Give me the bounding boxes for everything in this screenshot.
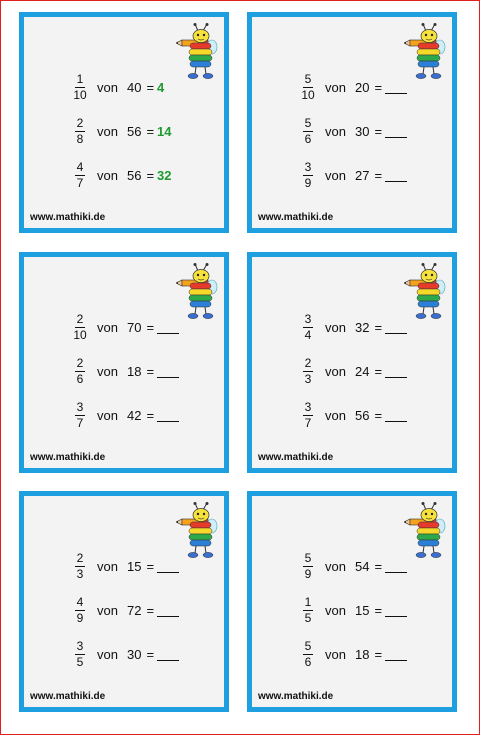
of-word: von [325, 79, 346, 95]
fraction [70, 117, 90, 146]
numerator: 2 [76, 115, 84, 130]
fraction-problem [70, 353, 179, 389]
of-word: von [97, 407, 118, 423]
numerator: 5 [304, 550, 312, 565]
equals-sign: = [146, 79, 155, 95]
task-card-4 [247, 252, 457, 473]
whole-number: 72 [126, 602, 142, 618]
whole-number: 30 [126, 646, 142, 662]
answer-blank[interactable] [385, 365, 407, 378]
numerator: 4 [76, 159, 84, 174]
fraction [298, 357, 318, 386]
answer-blank[interactable] [157, 365, 179, 378]
website-label: www.mathiki.de [258, 691, 334, 702]
of-word: von [325, 363, 346, 379]
fraction [298, 401, 318, 430]
of-word: von [325, 602, 346, 618]
website-label: www.mathiki.de [30, 212, 106, 223]
whole-number: 70 [126, 319, 142, 335]
fraction-problem [298, 397, 407, 433]
equals-sign: = [374, 167, 383, 183]
numerator: 3 [304, 159, 312, 174]
equals-sign: = [374, 646, 383, 662]
denominator: 6 [304, 654, 312, 669]
answer-value: 32 [157, 167, 172, 183]
equals-sign: = [146, 167, 155, 183]
whole-number: 30 [354, 123, 370, 139]
answer-blank[interactable] [385, 81, 407, 94]
fraction-problem [298, 69, 407, 105]
numerator: 1 [76, 71, 84, 86]
equals-sign: = [374, 407, 383, 423]
answer-blank[interactable] [385, 648, 407, 661]
task-card-1 [19, 12, 229, 233]
fraction-problem [298, 636, 407, 672]
numerator: 2 [76, 311, 84, 326]
bee-with-pencil-icon [176, 23, 218, 81]
denominator: 7 [304, 415, 312, 430]
bee-with-pencil-icon [176, 263, 218, 321]
website-label: www.mathiki.de [30, 691, 106, 702]
fraction-problem [70, 636, 179, 672]
equals-sign: = [146, 558, 155, 574]
of-word: von [325, 319, 346, 335]
whole-number: 18 [126, 363, 142, 379]
equals-sign: = [374, 558, 383, 574]
denominator: 4 [304, 327, 312, 342]
equals-sign: = [146, 319, 155, 335]
fraction [70, 73, 90, 102]
answer-blank[interactable] [385, 169, 407, 182]
fraction [70, 596, 90, 625]
answer-blank[interactable] [157, 409, 179, 422]
task-card-6 [247, 491, 457, 712]
task-card-3 [19, 252, 229, 473]
of-word: von [97, 646, 118, 662]
bee-with-pencil-icon [404, 263, 446, 321]
numerator: 3 [304, 311, 312, 326]
equals-sign: = [146, 407, 155, 423]
of-word: von [325, 123, 346, 139]
bee-with-pencil-icon [404, 502, 446, 560]
of-word: von [97, 167, 118, 183]
fraction [70, 357, 90, 386]
website-label: www.mathiki.de [258, 212, 334, 223]
whole-number: 27 [354, 167, 370, 183]
answer-blank[interactable] [385, 321, 407, 334]
of-word: von [97, 79, 118, 95]
denominator: 5 [304, 610, 312, 625]
fraction [298, 73, 318, 102]
whole-number: 56 [354, 407, 370, 423]
denominator: 3 [304, 371, 312, 386]
equals-sign: = [374, 79, 383, 95]
whole-number: 54 [354, 558, 370, 574]
task-card-2 [247, 12, 457, 233]
whole-number: 15 [354, 602, 370, 618]
numerator: 2 [76, 355, 84, 370]
denominator: 9 [304, 566, 312, 581]
whole-number: 42 [126, 407, 142, 423]
numerator: 3 [76, 638, 84, 653]
of-word: von [97, 319, 118, 335]
of-word: von [325, 646, 346, 662]
task-card-5 [19, 491, 229, 712]
whole-number: 24 [354, 363, 370, 379]
answer-blank[interactable] [157, 648, 179, 661]
website-label: www.mathiki.de [258, 452, 334, 463]
numerator: 3 [76, 399, 84, 414]
whole-number: 56 [126, 167, 142, 183]
fraction-problem [70, 69, 181, 105]
website-label: www.mathiki.de [30, 452, 106, 463]
denominator: 9 [76, 610, 84, 625]
denominator: 9 [304, 175, 312, 190]
bee-with-pencil-icon [176, 502, 218, 560]
numerator: 3 [304, 399, 312, 414]
fraction-problem [298, 113, 407, 149]
equals-sign: = [374, 123, 383, 139]
answer-blank[interactable] [157, 321, 179, 334]
answer-value: 4 [157, 79, 165, 95]
fraction [70, 313, 90, 342]
fraction-problem [70, 548, 179, 584]
equals-sign: = [146, 123, 155, 139]
answer-blank[interactable] [385, 409, 407, 422]
fraction [298, 117, 318, 146]
of-word: von [325, 558, 346, 574]
denominator: 7 [76, 415, 84, 430]
whole-number: 40 [126, 79, 142, 95]
fraction [298, 161, 318, 190]
fraction-problem [70, 309, 179, 345]
denominator: 10 [73, 87, 87, 102]
equals-sign: = [146, 602, 155, 618]
answer-blank[interactable] [385, 560, 407, 573]
fraction-problem [298, 548, 407, 584]
fraction-problem [298, 592, 407, 628]
denominator: 10 [301, 87, 315, 102]
answer-blank[interactable] [385, 604, 407, 617]
denominator: 8 [76, 131, 84, 146]
fraction [298, 640, 318, 669]
fraction [70, 161, 90, 190]
of-word: von [97, 123, 118, 139]
fraction-problem [298, 157, 407, 193]
answer-blank[interactable] [157, 560, 179, 573]
fraction [70, 552, 90, 581]
equals-sign: = [146, 363, 155, 379]
fraction [298, 596, 318, 625]
numerator: 2 [76, 550, 84, 565]
fraction [70, 640, 90, 669]
denominator: 6 [76, 371, 84, 386]
fraction [298, 552, 318, 581]
equals-sign: = [146, 646, 155, 662]
bee-with-pencil-icon [404, 23, 446, 81]
denominator: 7 [76, 175, 84, 190]
fraction-problem [298, 309, 407, 345]
whole-number: 32 [354, 319, 370, 335]
whole-number: 18 [354, 646, 370, 662]
whole-number: 56 [126, 123, 142, 139]
fraction [70, 401, 90, 430]
of-word: von [97, 363, 118, 379]
equals-sign: = [374, 602, 383, 618]
numerator: 2 [304, 355, 312, 370]
of-word: von [97, 602, 118, 618]
denominator: 6 [304, 131, 312, 146]
answer-blank[interactable] [385, 125, 407, 138]
denominator: 3 [76, 566, 84, 581]
answer-value: 14 [157, 123, 172, 139]
numerator: 5 [304, 638, 312, 653]
equals-sign: = [374, 363, 383, 379]
answer-blank[interactable] [157, 604, 179, 617]
fraction-problem [70, 157, 181, 193]
whole-number: 20 [354, 79, 370, 95]
of-word: von [325, 167, 346, 183]
fraction [298, 313, 318, 342]
of-word: von [325, 407, 346, 423]
equals-sign: = [374, 319, 383, 335]
numerator: 5 [304, 115, 312, 130]
of-word: von [97, 558, 118, 574]
fraction-problem [70, 592, 179, 628]
fraction-problem [70, 397, 179, 433]
fraction-problem [70, 113, 181, 149]
whole-number: 15 [126, 558, 142, 574]
denominator: 10 [73, 327, 87, 342]
numerator: 5 [304, 71, 312, 86]
denominator: 5 [76, 654, 84, 669]
numerator: 1 [304, 594, 312, 609]
fraction-problem [298, 353, 407, 389]
numerator: 4 [76, 594, 84, 609]
